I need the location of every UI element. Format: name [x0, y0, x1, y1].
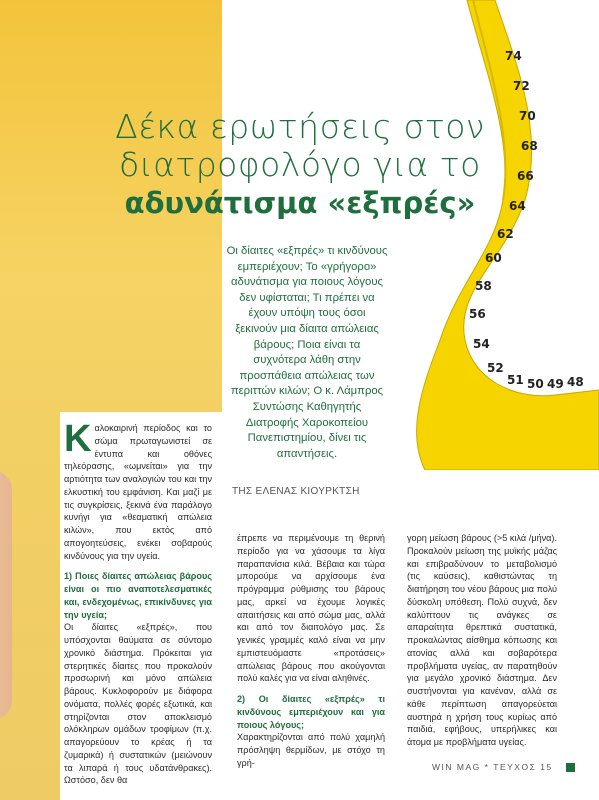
tape-number: 64: [509, 199, 526, 213]
question-1: 1) Ποιες δίαιτες απώλειας βάρους είναι οι πιο αναποτελεσματικές και, ενδεχομένως, επικίνδυνες για την υγεία;: [64, 571, 212, 620]
hand-photo-edge: [0, 470, 12, 720]
tape-number: 58: [475, 279, 492, 293]
tape-number: 74: [505, 49, 522, 63]
intro-text: αλοκαιρινή περίοδος και το σώμα πρωταγωνιστεί σε έντυπα και οθόνες τηλεόρασης, «ωμνείται» για την αρτιότητα των αναλογιών του και την ελκυστική του εμφάνιση. Και μαζί με τις συγκρίσεις, ξεκινά ένα παράλογο κυνήγι για «θεαματική απώλεια κιλών», που εκτός από απογοητεύσεις, ενέκει σοβαρούς κινδύνους για την υγεία.: [64, 423, 212, 561]
measuring-tape-image: [385, 0, 599, 470]
answer-1-part-2: έπρεπε να περιμένουμε τη θερινή περίοδο για να χάσουμε τα λίγα παραπανίσια κιλά. Βέβαια και τώρα μπορούμε να αρχίσουμε ένα πρόγραμμα ρύθμισης του βάρους μας, αρκεί να έχουμε λογικές απαιτήσεις και από σώμα μας, αλλά και από τον διαιτολόγο μας. Σε γενικές γραμμές καλό είναι να μην εμπιστευόμαστε «προτάσεις» απώλειας βάρους που ακούγονται πολύ καλές για να είναι αληθινές.: [237, 533, 385, 684]
tape-number: 51: [507, 373, 524, 387]
tape-number: 60: [485, 251, 502, 265]
tape-number: 52: [487, 361, 504, 375]
body-column-3: [407, 532, 557, 755]
question-2: 2) Οι δίαιτες «εξπρές» τι κινδύνους εμπεριέχουν και για ποιους λόγους;: [237, 694, 385, 730]
body-column-1: [64, 418, 212, 793]
tape-number: 72: [513, 79, 530, 93]
intro-paragraph: [64, 418, 212, 562]
drop-cap: Κ: [64, 418, 92, 460]
title-line-1: Δέκα ερωτήσεις στον: [115, 107, 485, 146]
tape-number: 56: [469, 307, 486, 321]
article-title: [60, 108, 540, 222]
footer-square-icon: [566, 763, 575, 772]
byline: ΤΗΣ ΕΛΕΝΑΣ ΚΙΟΥΡΚΤΣΗ: [232, 486, 360, 497]
tape-number: 62: [497, 227, 514, 241]
tape-number: 68: [521, 139, 538, 153]
body-column-2: [237, 532, 385, 776]
answer-2-part-1: Χαρακτηρίζονται από πολύ χαμηλή πρόσληψη θερμίδων, με στόχο τη γρή-: [237, 732, 385, 768]
page-footer: WIN MAG * ΤΕΥΧΟΣ 15: [432, 762, 553, 772]
tape-number: 50: [527, 377, 544, 391]
tape-number: 48: [567, 375, 584, 389]
title-line-3: αδυνάτισμα «εξπρές»: [124, 186, 476, 220]
answer-1-part-1: Οι δίαιτες «εξπρές», που υπόσχονται θαύματα σε σύντομο χρονικό διάστημα. Πρόκειται για στερητικές δίαιτες που προκαλούν προσωρινή και μόνο απώλεια βάρους. Κυκλοφορούν με διάφορα ονόματα, πολλές φορές εξωτικά, και στηρίζονται στον αποκλεισμό ολόκληρων ομάδων τροφίμων (π.χ. απαγορεύουν το κρέας ή τα ζυμαρικά) ή συστατικών (μειώνουν τα λιπαρά ή τους υδατάνθρακες). Ωστόσο, δεν θα: [64, 622, 212, 786]
lead-paragraph: Οι δίαιτες «εξπρές» τι κινδύνους εμπεριέχουν; Το «γρήγορο» αδυνάτισμα για ποιους λόγους δεν υφίσταται; Τι πρέπει να έχουν υπόψη τους όσοι ξεκινούν μια δίαιτα απώλειας βάρους; Ποια είναι τα συχνότερα λάθη στην προσπάθεια απώλειας των περιττών κιλών; Ο κ. Λάμπρος Συντώσης Καθηγητής Διατροφής Χαροκοπείου Πανεπιστημίου, δίνει τις απαντήσεις.: [226, 245, 388, 460]
tape-number: 49: [547, 377, 564, 391]
tape-number: 66: [517, 169, 534, 183]
title-line-2: διατροφολόγο για το: [119, 145, 481, 184]
tape-number: 70: [519, 109, 536, 123]
answer-2-part-2: γορη μείωση βάρους (>5 κιλά /μήνα). Προκαλούν μείωση της μυϊκής μάζας και επιβραδύνουν το μεταβολισμό (τις καύσεις), καθιστώντας τη διατήρηση του νέου βάρους μια πολύ δύσκολη υπόθεση. Πολύ συχνά, δεν καλύπτουν τις ανάγκες σε απαραίτητα θρεπτικά συστατικά, προκαλώντας αίσθημα κόπωσης και ατονίας αλλά και σοβαρότερα προβλήματα υγείας, αν παρατηθούν για μεγάλο χρονικό διάστημα. Δεν συστήνονται για κανέναν, αλλά σε κάθε περίπτωση απαγορεύεται αυστηρά η χρήση τους κυρίως από παιδιά, εφήβους, υπερήλικες και άτομα με προβλήματα υγείας.: [407, 533, 557, 747]
tape-number: 54: [473, 337, 490, 351]
